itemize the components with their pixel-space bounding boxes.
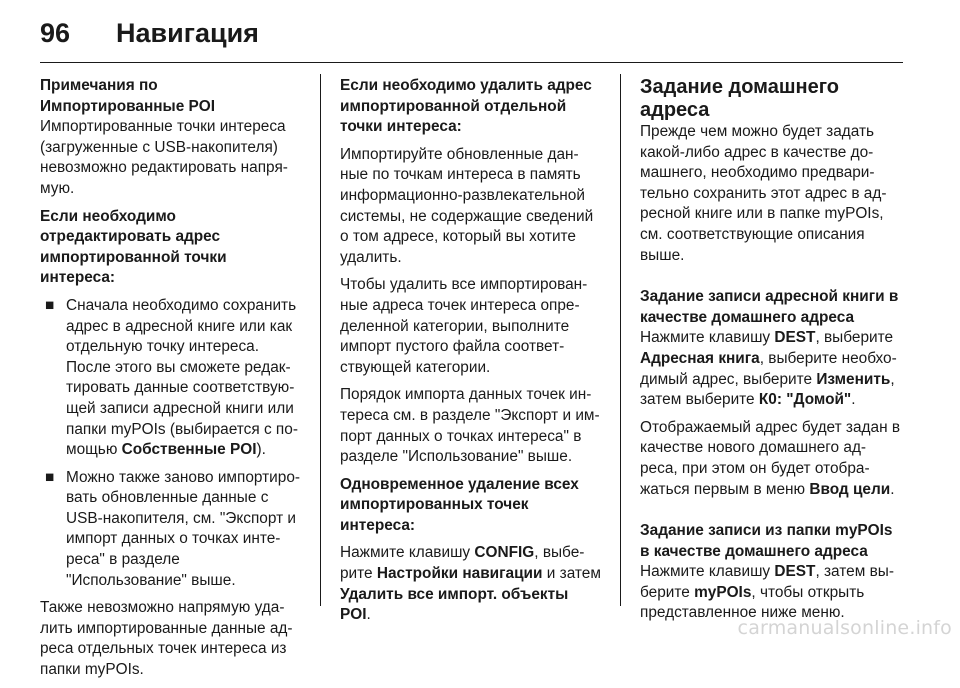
paragraph-mypois-steps: Нажмите клавишу DEST, затем вы-берите myPOIs, чтобы открыть представленное ниже меню. <box>640 563 894 622</box>
list-item-text-end: ). <box>256 441 266 459</box>
subheading-home-from-address-book: Задание записи адресной книги в качестве домашнего адреса <box>640 288 899 326</box>
column-3 <box>640 76 902 631</box>
menu-term-mypois: myPOIs <box>694 583 752 601</box>
paragraph-delete-note: Также невозможно напрямую уда-лить импортированные данные ад-реса отдельных точек интереса из папки myPOIs. <box>40 599 293 679</box>
list-item <box>40 296 302 461</box>
page-number: 96 <box>40 18 71 48</box>
menu-term-set-home: К0: "Домой" <box>758 391 852 409</box>
menu-term-nav-settings: Настройки навигации <box>376 565 543 583</box>
paragraph-delete-all-steps: Нажмите клавишу CONFIG, выбе-рите Настройки навигации и затем Удалить все импорт. объекты POI. <box>340 544 601 624</box>
chapter-title: Навигация <box>116 18 259 48</box>
menu-term-own-poi: Собственные POI <box>121 441 257 459</box>
column-1 <box>40 76 302 688</box>
key-dest: DEST <box>774 329 816 347</box>
column-divider-2 <box>620 74 621 606</box>
subheading-delete-all: Одновременное удаление всех импортированных точек интереса: <box>340 475 579 534</box>
key-config: CONFIG <box>474 544 535 562</box>
paragraph-imported-poi-note: Импортированные точки интереса (загруженные с USB-накопителя) невозможно редактировать напря-мую. <box>40 118 288 197</box>
key-dest: DEST <box>774 563 816 581</box>
paragraph-home-address-intro: Прежде чем можно будет задать какой-либо адрес в качестве до-машнего, необходимо предвари-тельно сохранить этот адрес в ад-ресной книге или в папке myPOIs, см. соответствующие описания выше. <box>640 123 887 264</box>
column-divider-1 <box>320 74 321 606</box>
watermark: carmanualsonline.info <box>737 617 952 639</box>
menu-term-delete-all-poi: Удалить все импорт. объекты POI <box>340 585 569 624</box>
paragraph-import-procedure: Порядок импорта данных точек ин-тереса см. в разделе "Экспорт и им-порт данных о точках интереса" в разделе "Использование" выше. <box>340 386 600 466</box>
bullet-square-icon: ■ <box>45 468 55 486</box>
list-item-text: Можно также заново импортиро-вать обновленные данные с USB-накопителя, см. "Экспорт и импорт данных о точках инте-реса" в разделе "Использование" выше. <box>66 468 301 589</box>
paragraph-import-updated: Импортируйте обновленные дан-ные по точкам интереса в память информационно-развлекательной системы, не содержащие сведений о том адресе, который вы хотите удалить. <box>340 145 594 266</box>
subheading-edit-address: Если необходимо отредактировать адрес импортированной точки интереса: <box>40 207 227 287</box>
header-rule <box>40 62 903 63</box>
list-item-text: Сначала необходимо сохранить адрес в адресной книге или как отдельную точку интереса. После этого вы сможете редак-тировать данные соответствую-щей записи адресной книги или папки myPOIs (выбирается с по-мощью <box>66 296 298 459</box>
section-title-home-address: Задание домашнего адреса <box>640 76 839 121</box>
subheading-delete-single-poi: Если необходимо удалить адрес импортированной отдельной точки интереса: <box>340 77 592 136</box>
paragraph-home-result: Отображаемый адрес будет задан в качестве нового домашнего ад-реса, при этом он будет отобра-жаться первым в меню Ввод цели. <box>640 418 901 498</box>
paragraph-address-book-steps: Нажмите клавишу DEST, выберите Адресная книга, выберите необхо-димый адрес, выберите Изменить, затем выберите К0: "Домой". <box>640 329 897 409</box>
menu-term-edit: Изменить <box>816 370 891 388</box>
menu-term-destination-entry: Ввод цели <box>809 480 891 498</box>
paragraph-delete-category: Чтобы удалить все импортирован-ные адреса точек интереса опре-деленной категории, выполните импорт пустого файла соответ-ствующей категории. <box>340 276 588 376</box>
column-2 <box>340 76 602 633</box>
section-heading-imported-poi: Примечания по Импортированные POI <box>40 77 216 115</box>
bullet-square-icon: ■ <box>45 296 55 314</box>
menu-term-address-book: Адресная книга <box>640 349 760 367</box>
list-item <box>40 468 302 592</box>
subheading-home-from-mypois: Задание записи из папки myPOIs в качестве домашнего адреса <box>640 522 893 560</box>
